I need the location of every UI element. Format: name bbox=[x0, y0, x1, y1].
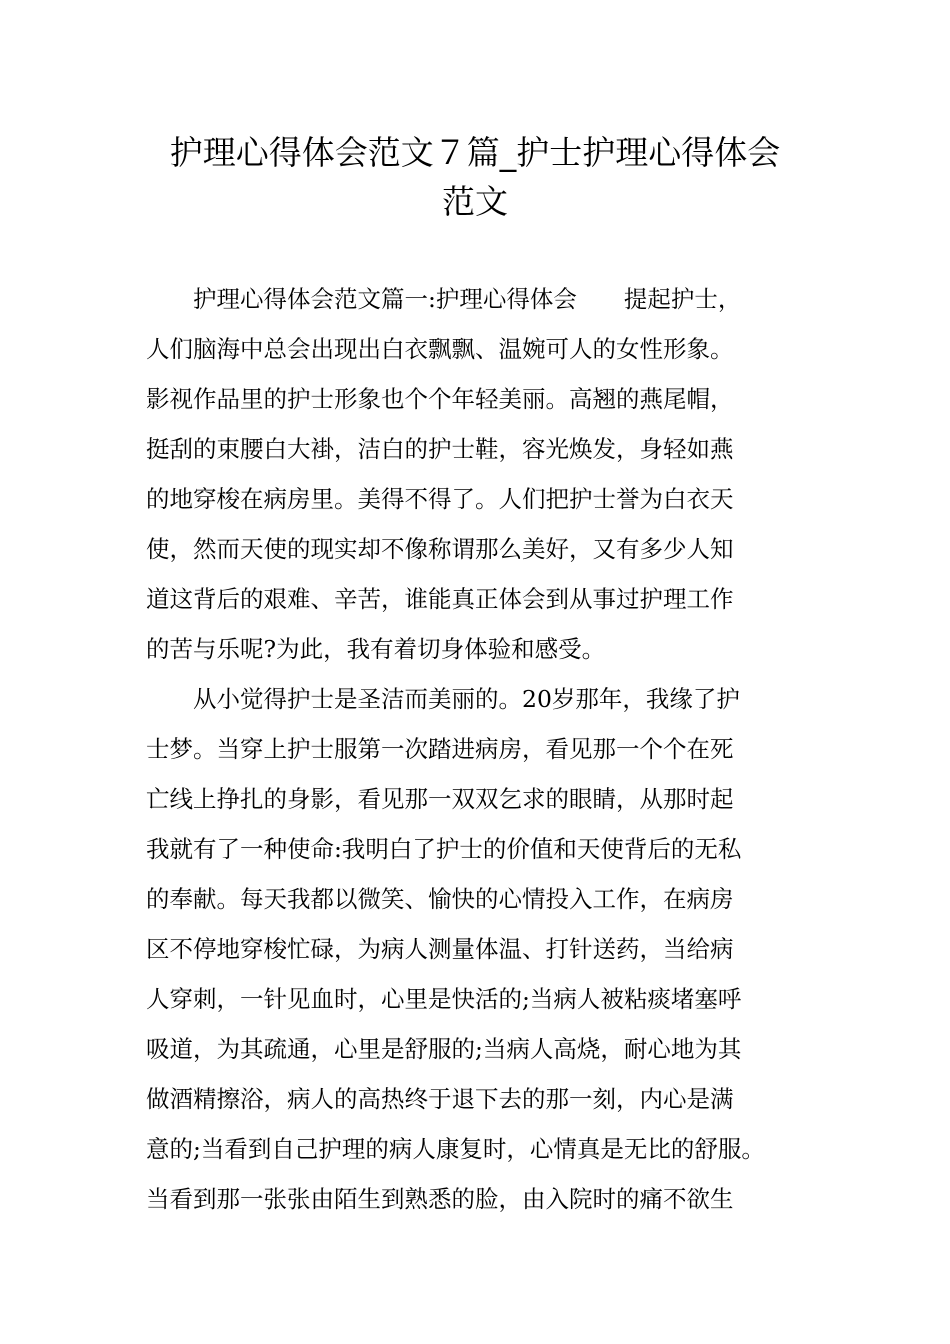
body-line: 当看到那一张张由陌生到熟悉的脸，由入院时的痛不欲生 bbox=[146, 1185, 734, 1213]
body-line: 士梦。当穿上护士服第一次踏进病房，看见那一个个在死 bbox=[146, 735, 734, 763]
body-line: 使，然而天使的现实却不像称谓那么美好，又有多少人知 bbox=[146, 535, 734, 563]
body-line: 护理心得体会范文篇一:护理心得体会 提起护士， bbox=[146, 285, 742, 313]
body-line: 意的;当看到自己护理的病人康复时，心情真是无比的舒服。 bbox=[146, 1135, 765, 1163]
body-line: 从小觉得护士是圣洁而美丽的。20岁那年，我缘了护 bbox=[146, 685, 740, 713]
document-title-line-2: 范文 bbox=[442, 182, 508, 221]
body-line: 的苦与乐呢?为此，我有着切身体验和感受。 bbox=[146, 635, 606, 663]
body-line: 人穿刺，一针见血时，心里是快活的;当病人被粘痰堵塞呼 bbox=[146, 985, 742, 1013]
body-line: 道这背后的艰难、辛苦，谁能真正体会到从事过护理工作 bbox=[146, 585, 734, 613]
body-line: 亡线上挣扎的身影，看见那一双双乞求的眼睛，从那时起 bbox=[146, 785, 734, 813]
body-line: 吸道，为其疏通，心里是舒服的;当病人高烧，耐心地为其 bbox=[146, 1035, 742, 1063]
body-line: 人们脑海中总会出现出白衣飘飘、温婉可人的女性形象。 bbox=[146, 335, 734, 363]
body-line: 区不停地穿梭忙碌，为病人测量体温、打针送药，当给病 bbox=[146, 935, 734, 963]
body-line: 挺刮的束腰白大褂，洁白的护士鞋，容光焕发，身轻如燕 bbox=[146, 435, 734, 463]
body-line: 的地穿梭在病房里。美得不得了。人们把护士誉为白衣天 bbox=[146, 485, 734, 513]
body-line: 我就有了一种使命:我明白了护士的价值和天使背后的无私 bbox=[146, 835, 742, 863]
body-line: 做酒精擦浴，病人的高热终于退下去的那一刻，内心是满 bbox=[146, 1085, 734, 1113]
body-line: 影视作品里的护士形象也个个年轻美丽。高翘的燕尾帽， bbox=[146, 385, 734, 413]
document-title-line-1: 护理心得体会范文７篇_护士护理心得体会 bbox=[169, 133, 781, 172]
body-line: 的奉献。每天我都以微笑、愉快的心情投入工作，在病房 bbox=[146, 885, 734, 913]
